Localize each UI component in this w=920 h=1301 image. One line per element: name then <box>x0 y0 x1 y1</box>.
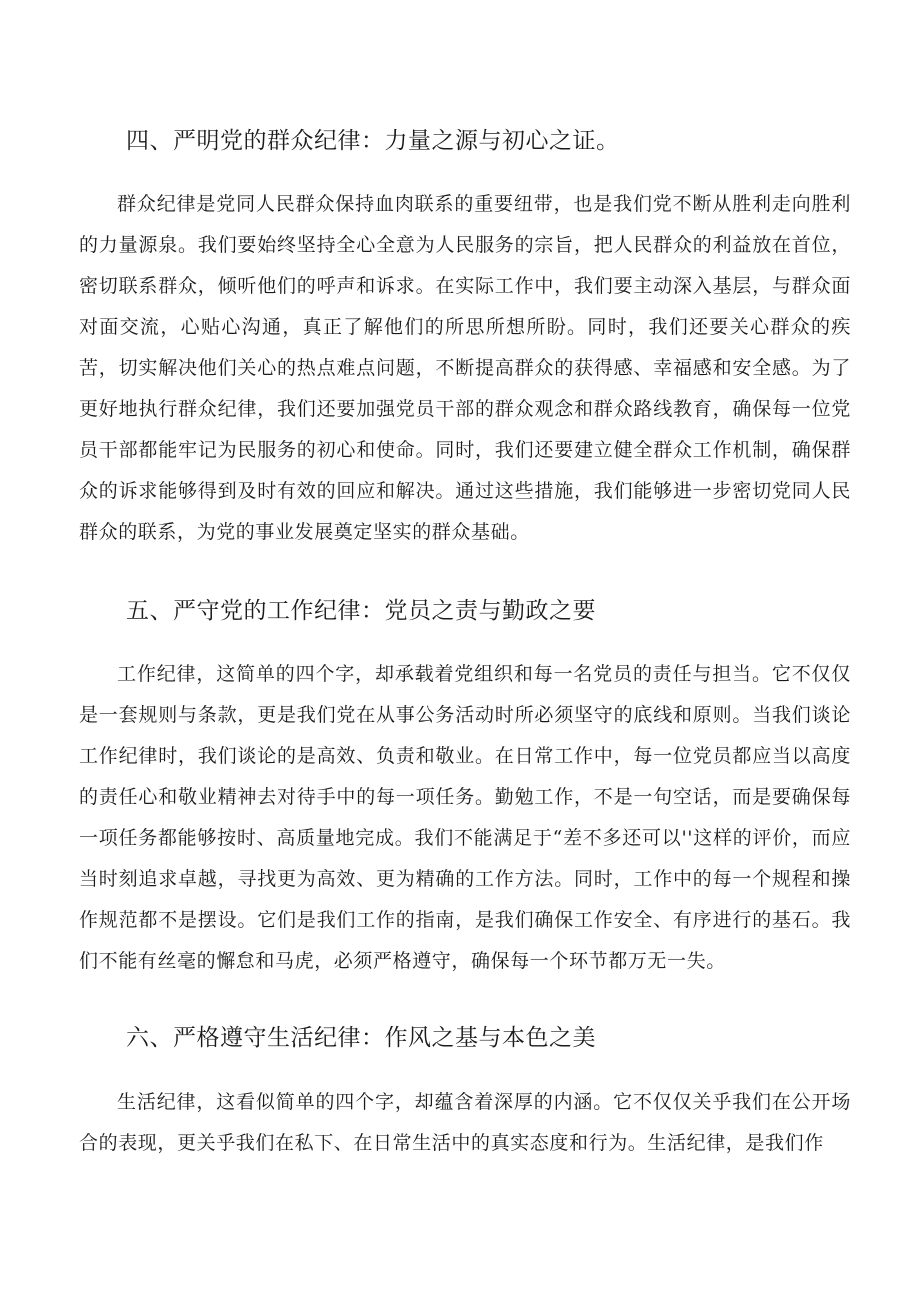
section-paragraph-5: 工作纪律，这简单的四个字，却承载着党组织和每一名党员的责任与担当。它不仅仅是一套规则与条款，更是我们党在从事公务活动时所必须坚守的底线和原则。当我们谈论工作纪律时，我们谈论的是高效、负责和敬业。在日常工作中，每一位党员都应当以高度的责任心和敬业精神去对待手中的每一项任务。勤勉工作，不是一句空话，而是要确保每一项任务都能够按时、高质量地完成。我们不能满足于“差不多还可以''这样的评价，而应当时刻追求卓越，寻找更为高效、更为精确的工作方法。同时，工作中的每一个规程和操作规范都不是摆设。它们是我们工作的指南，是我们确保工作安全、有序进行的基石。我们不能有丝毫的懈怠和马虎，必须严格遵守，确保每一个环节都万无一失。 <box>79 663 851 972</box>
section-paragraph-4: 群众纪律是党同人民群众保持血肉联系的重要纽带，也是我们党不断从胜利走向胜利的力量源泉。我们要始终坚持全心全意为人民服务的宗旨，把人民群众的利益放在首位，密切联系群众，倾听他们的呼声和诉求。在实际工作中，我们要主动深入基层，与群众面对面交流，心贴心沟通，真正了解他们的所思所想所盼。同时，我们还要关心群众的疾苦，切实解决他们关心的热点难点问题，不断提高群众的获得感、幸福感和安全感。为了更好地执行群众纪律，我们还要加强党员干部的群众观念和群众路线教育，确保每一位党员干部都能牢记为民服务的初心和使命。同时，我们还要建立健全群众工作机制，确保群众的诉求能够得到及时有效的回应和解决。通过这些措施，我们能够进一步密切党同人民群众的联系，为党的事业发展奠定坚实的群众基础。 <box>79 193 851 543</box>
section-heading-6: 六、严格遵守生活纪律：作风之基与本色之美 <box>126 1025 596 1051</box>
section-heading-4: 四、严明党的群众纪律：力量之源与初心之证。 <box>126 128 620 154</box>
section-heading-5: 五、严守党的工作纪律：党员之责与勤政之要 <box>126 598 596 624</box>
section-paragraph-6: 生活纪律，这看似简单的四个字，却蕴含着深厚的内涵。它不仅仅关乎我们在公开场合的表现，更关乎我们在私下、在日常生活中的真实态度和行为。生活纪律，是我们作 <box>79 1091 851 1154</box>
